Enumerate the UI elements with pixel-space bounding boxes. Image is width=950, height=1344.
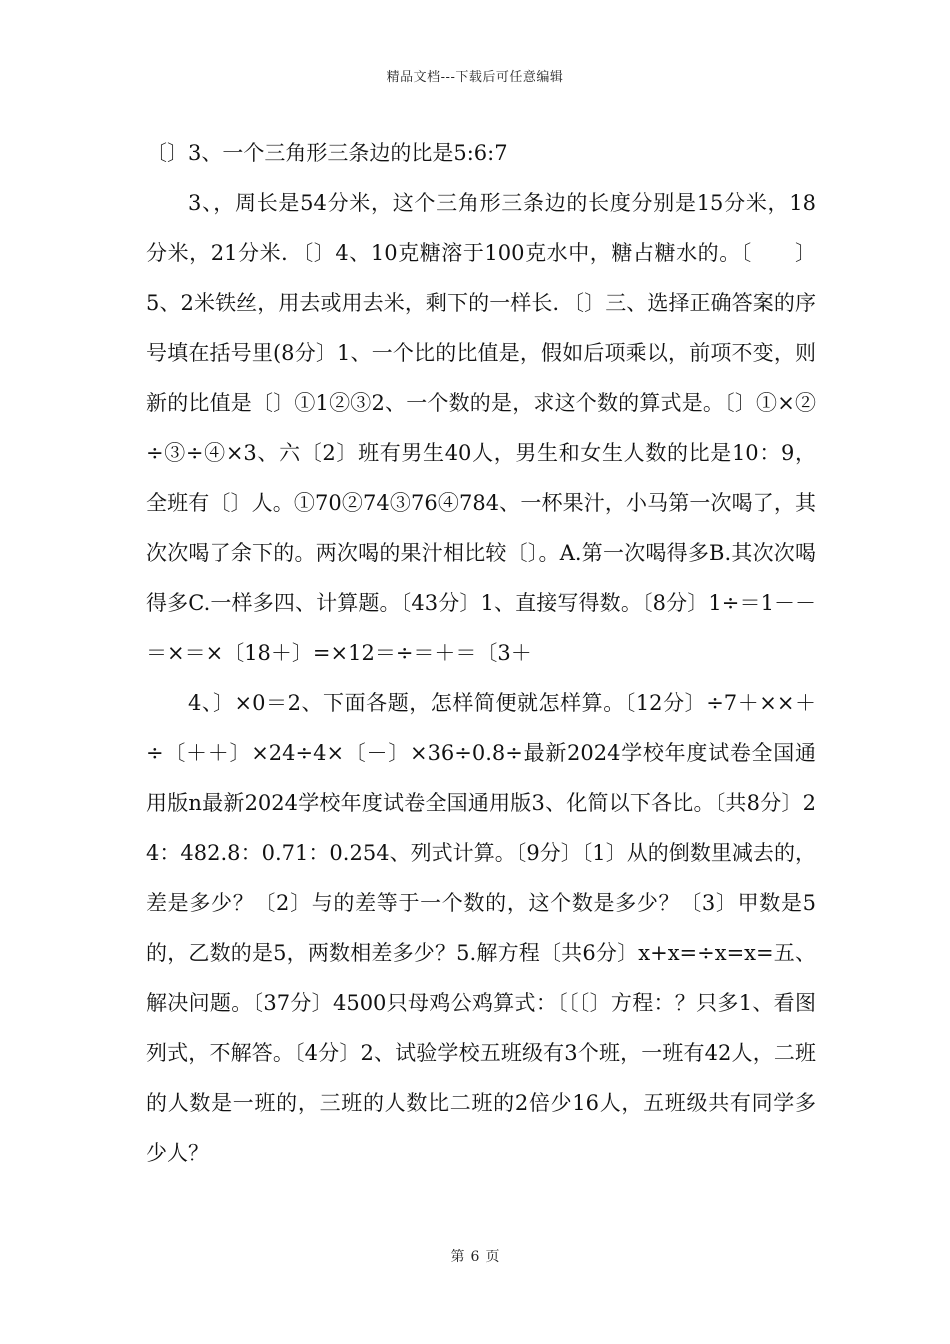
paragraph-1: 〔〕3、一个三角形三条边的比是5:6:7 xyxy=(146,141,508,165)
paragraph-3: 4、〕×0＝2、下面各题，怎样简便就怎样算。〔12分〕÷7＋××＋÷〔＋＋〕×24÷4×〔－〕×36÷0.8÷最新2024学校年度试卷全国通用版n最新2024学校年度试卷全国通用版3、化简以下各比。〔共8分〕24：482.8：0.71：0.254、列式计算。〔9分〕〔1〕从的倒数里减去的，差是多少？〔2〕与的差等于一个数的，这个数是多少？〔3〕甲数是5的，乙数的是5，两数相差多少？5.解方程〔共6分〕x+x=÷x=x=五、解决问题。〔37分〕4500只母鸡公鸡算式：〔〔〔〕方程：？只多1、看图列式，不解答。〔4分〕2、试验学校五班级有3个班，一班有42人，二班的人数是一班的，三班的人数比二班的2倍少16人，五班级共有同学多少人？ xyxy=(146,691,816,1165)
paragraph-2: 3、，周长是54分米，这个三角形三条边的长度分别是15分米，18分米，21分米．〔〕4、10克糖溶于100克水中，糖占糖水的。〔 〕5、2米铁丝，用去或用去米，剩下的一样长．〔〕三、选择正确答案的序号填在括号里(8分〕1、一个比的比值是，假如后项乘以，前项不变，则新的比值是〔〕①1②③2、一个数的是，求这个数的算式是。〔〕①×②÷③÷④×3、六〔2〕班有男生40人，男生和女生人数的比是10：9，全班有〔〕人。①70②74③76④784、一杯果汁，小马第一次喝了，其次次喝了余下的。两次喝的果汁相比较〔〕。A.第一次喝得多B.其次次喝得多C.一样多四、计算题。〔43分〕1、直接写得数。〔8分〕1÷＝1－－＝×＝×〔18＋〕=×12＝÷＝＋＝〔3＋ xyxy=(146,191,816,665)
page-label-prefix: 第 xyxy=(450,1249,465,1265)
page-header: 精品文档---下载后可任意编辑 xyxy=(386,70,564,85)
page-footer xyxy=(0,1246,950,1266)
page-label-suffix: 页 xyxy=(485,1249,500,1265)
page-number: 6 xyxy=(470,1249,480,1265)
document-body xyxy=(146,128,816,1178)
